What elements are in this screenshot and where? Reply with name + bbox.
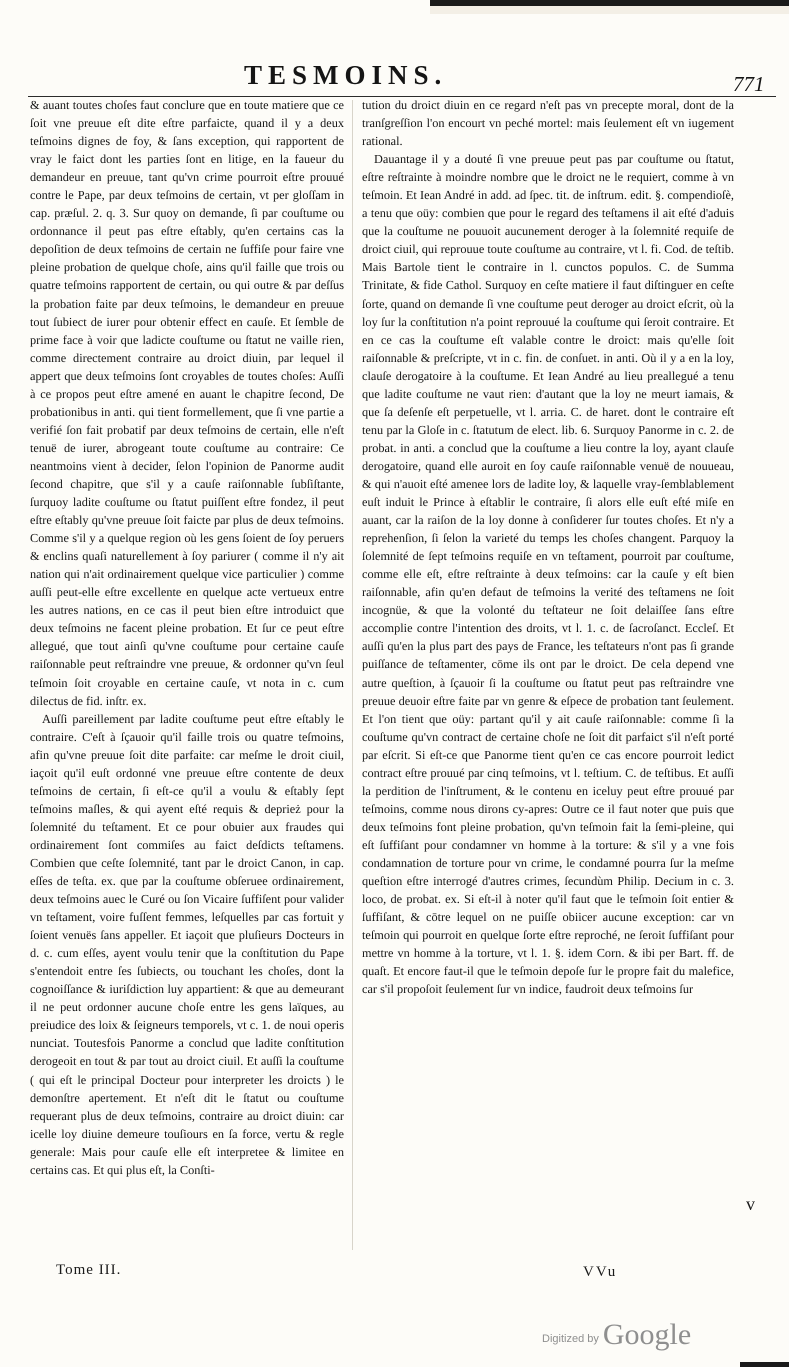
right-column (362, 96, 734, 1250)
paragraph: Dauantage il y a douté ſi vne preuue peut pas par couſtume ou ſtatut, eſtre reſtrainte à moindre nombre que le droict ne le requiert, comme à vn teſmoin. Et Iean André in add. ad ſpec. tit. de inſtrum. edit. §. compendioſè, a tenu que oüy: combien que pour le regard des teſtamens il ait eſté d'aduis que la couſtume ne pouuoit aucunement deroger à la ſolemnité requiſe de droict ciuil, qui reprouue toute couſtume au contraire, vt l. fi. Cod. de teſtib. Mais Bartole tient le contraire in l. cunctos populos. C. de Summa Trinitate, & fide Cathol. Surquoy en ceſte matiere il faut diſtinguer en ceſte ſorte, quand on demande ſi vne couſtume peut deroger au droict eſcrit, où la loy ſur la conſtitution n'a point reprouué la couſtume qui ſeroit contraire. Et en ce cas la couſtume eſt valable contre le droict: mais qu'elle ſoit raiſonnable & preſcripte, vt in c. fin. de conſuet. in anti. Où il y a en la loy, clauſe derogatoire à la couſtume. Et Iean André au lieu preallegué a tenu que ladite couſtume ne vaut rien: d'autant que la loy ne meurt iamais, & que ſa deſenſe eſt perpetuelle, vt l. arria. C. de haret. dont le contraire eſt tenu par la Gloſe in c. ſtatutum de elect. lib. 6. Surquoy Panorme in c. 2. de probat. in anti. a conclud que la couſtume a lieu contre la loy, ayant clauſe derogatoire, quand elle auroit en ſoy cauſe raiſonnable venuë de nouueau, & qui n'auoit eſté amenee lors de ladite loy, & laquelle vray-ſemblablement euſt induit le Prince à eſtablir le contraire, ſi alors elle euſt eſté miſe en auant, car la raiſon de la loy donne à conſiderer ſur toutes choſes. Et n'y a reprehenſion, ſi ſelon la varieté du temps les choſes changent. Parquoy la ſolemnité de ſept teſmoins requiſe en vn teſtament, pourroit par couſtume, comme elle eſt, eſtre reſtrainte à deux teſmoins: car la cauſe y eſt bien raiſonnable, afin qu'en defaut de teſmoins la verité des teſtamens ne ſoit incognüe, & que la volonté du teſtateur ne ſoit delaiſſee ſans eſtre accomplie contre l'intention des droits, vt l. 1. c. de ſacroſanct. Eccleſ. Et auſſi qu'en la plus part des pays de France, les teſtateurs n'ont pas ſi grande puiſſance de teſtamenter, cōme ils ont par le droict. De cela depend vne autre queſtion, à ſçauoir ſi la couſtume ou ſtatut peut pas reſtraindre vne preuue deuoir eſtre faite par vn genre & eſpece de probation tant ſeulement. Et l'on tient que oüy: partant qu'il y ait cauſe raiſonnable: comme ſi la couſtume qu'vn contract de certaine choſe ne ſoit dit parfaict s'il n'eſt porté par eſcrit. Si eſt-ce que Panorme tient qu'en ce cas encore pourroit ledict contract eſtre prouué par cinq teſmoins, vt l. teſtium. C. de teſtibus. Et auſſi la perdition de l'inſtrument, & le contenu en iceluy peut eſtre prouué par teſmoins, comme nous dirons cy-apres: Outre ce il faut noter que puis que deux teſmoins font pleine probation, qu'vn teſmoin fait la ſemi-pleine, qui eſt ſuffiſant pour condamner vn homme à la torture: & s'il y a vne fois condamnation de torture pour vn crime, le condamné pourra ſur la meſme queſtion eſtre interrogé d'autres crimes, ſecundùm Philip. Decium in c. 3. loco, de probat. ex. Si eſt-il à noter qu'il faut que le teſmoin ſoit entier & ſuffiſant, & cōtre lequel on ne puiſſe obiicer aucune exception: car vn teſmoin qui pourroit en quelque ſorte eſtre reproché, ne ſeroit ſuffiſant pour mettre vn homme à la torture, vt l. 1. §. idem Corn. & ibi per Bart. ff. de quaſt. Et encore faut-il que le teſmoin depoſe ſur le propre fait du malefice, car s'il propoſoit ſeulement ſur vn indice, faudroit deux teſmoins ſur (362, 152, 734, 997)
scan-edge-bar (740, 1362, 789, 1367)
page-number: 771 (733, 72, 765, 96)
paragraph: Auſſi pareillement par ladite couſtume peut eſtre eſtably le contraire. C'eſt à ſçauoir qu'il faille trois ou quatre teſmoins, afin qu'vne preuue ſoit dite parfaite: car meſme le droit ciuil, iaçoit qu'il euſt ordonné vne preuue eſtre contente de deux teſmoins de certain, ſi eſt-ce qu'il a voulu & eſtably ſept teſmoins maſles, & qui ayent eſté requis & deprież pour la ſolemnité du teſtament. Et ce pour obuier aux fraudes qui ordinairement ſont commiſes au faict deſdicts teſtamens. Combien que ceſte ſolemnité, tant par le droict Canon, in cap. eſſes de teſta. ex. que par la couſtume obſeruee ordinairement, deux teſmoins auec le Curé ou ſon Vicaire ſuffiſent pour valider vn teſtament, voire fuſſent femmes, leſquelles par cas fortuit y ſoient venuës ſans appeller. Et iaçoit que pluſieurs Docteurs in d. c. cum eſſes, ayent voulu tenir que la conſtitution du Pape s'entendoit entre ſes ſubiects, ou touchant les choſes, dont la cognoiſſance & iuriſdiction luy appartient: & que au demeurant il ne peut ordonner aucune choſe entre les gens laïques, au preiudice des loix & ſeigneurs temporels, vt c. 1. de noui operis nunciat. Toutesfois Panorme a conclud que ladite conſtitution derogeoit en tout & par tout au droict ciuil. Et auſſi la couſtume ( qui eſt le principal Docteur pour interpreter les droicts ) le demonſtre apertement. Et n'eſt dit le ſtatut ou couſtume requerant plus de deux teſmoins, contraire au droict diuin: car icelle loy diuine demeure touſiours en ſa force, vertu & regle generale: Mais pour cauſe elle eſt interpretee & limitee en certains cas. Et qui plus eſt, la Conſti- (30, 711, 344, 1177)
paragraph: tution du droict diuin en ce regard n'eſt pas vn precepte moral, dont de la tranſgreſſion l'on encourt vn peché mortel: mais ſeulement eſt vn iugement rational. (362, 98, 734, 149)
column-gutter (352, 100, 353, 1250)
running-head: TESMOINS. (244, 60, 448, 90)
signature-mark: VVu (583, 1264, 618, 1280)
volume-label: Tome III. (56, 1262, 122, 1278)
paragraph: & auant toutes choſes faut conclure que en toute matiere que ce ſoit vne preuue eſt dite eſtre parfaicte, quand il y a deux teſmoins dignes de foy, & ſans exception, qui rapportent de vray le faict dont les parties ſont en litige, en la faueur du demandeur en preuue, tant qu'vn crime pourroit eſtre prouué contre le Pape, par deux teſmoins de certain, vt per gloſſam in cap. præſul. 2. q. 3. Sur quoy on demande, ſi par couſtume ou ordonnance il peut pas eſtre eſtably, qu'en certains cas la depoſition de deux teſmoins de certain ne ſuffiſe pour faire vne pleine probation de quelque choſe, ains qu'il faille que trois ou quatre teſmoins rapportent de certain, ou qui outre & par deſſus la probation faite par deux teſmoins, le demandeur en preuue tout ſubiect de iurer pour obtenir effect en cauſe. Et ſemble de prime face à voir que ladicte couſtume ou ſtatut ne vaille rien, comme directement contraire au droict diuin, par lequel il appert que deux teſmoins ſont croyables de toutes choſes: Auſſi à ce propos peut eſtre amené en auant le chapitre ſecond, De probationibus in anti. qui tient formellement, que ſi vne partie a verifié ſon fait probatif par deux teſmoins de certain, elle n'eſt tenuë de iurer, abrogeant toute couſtume au contraire: Ce neantmoins vient à decider, ſelon l'opinion de Panorme audit ſecond chapitre, que s'il y a cauſe raiſonnable ſubſiſtante, ſurquoy ladite couſtume ou ſtatut puiſſent eſtre fondez, il peut eſtre eſtably qu'vne preuue ſoit faicte par plus de deux teſmoins. Comme s'il y a quelque region où les gens ſoient de ſoy peruers & enclins quaſi naturellement à ſoy pariurer ( comme il n'y ait nation qui n'ait ordinairement quelque vice particulier ) comme auſſi peut-elle eſtre excellente en quelque acte vertueux entre les autres nations, en ce cas il peut bien eſtre introduict que deux teſmoins ne facent pleine probation. Et ſur ce peut eſtre allegué, que tout ainſi qu'vne couſtume pour certaine cauſe raiſonnable peut reſtraindre vne preuue, & ordonner qu'vn ſeul teſmoin ſoit croyable en certaine cauſe, vt nota in c. cum dilectus de fid. inſtr. ex. (30, 98, 344, 708)
watermark-brand: Google (602, 1318, 692, 1351)
catchword: v (746, 1194, 755, 1214)
digitized-watermark (542, 1318, 691, 1352)
scan-edge-strip (430, 0, 789, 14)
left-column (30, 96, 344, 1250)
watermark-prefix: Digitized by (542, 1333, 599, 1345)
